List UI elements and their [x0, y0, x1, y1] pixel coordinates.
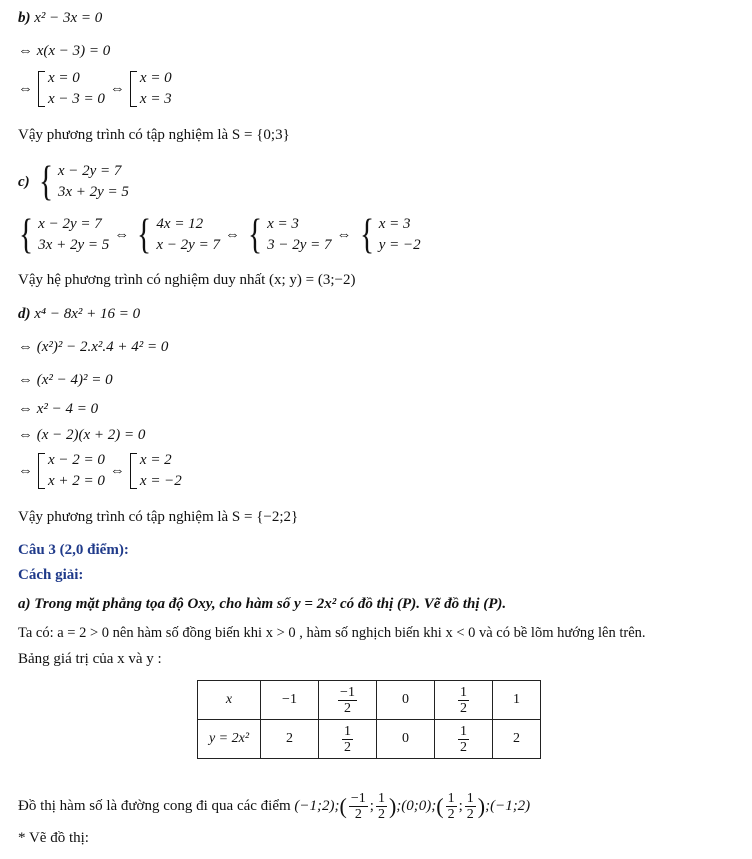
denominator: 2 [344, 739, 351, 755]
row: 3x + 2y = 5 [57, 184, 129, 200]
bracket [38, 71, 45, 107]
numerator: 1 [460, 684, 467, 700]
table-cell [435, 681, 493, 720]
numerator: 1 [466, 791, 474, 807]
equiv-symbol: ⇔ [109, 80, 125, 97]
table-cell: −1 [261, 681, 319, 720]
fraction [465, 791, 476, 822]
part-d-conclusion: Vậy phương trình có tập nghiệm là S = {−2;2} [18, 509, 299, 525]
table-cell: 0 [377, 720, 435, 759]
part-d-sys2 [140, 452, 182, 490]
ta-co-text: Ta có: a = 2 > 0 nên hàm số đồng biến khi x > 0 , hàm số nghịch biến khi x < 0 và có bề lõm hướng lên trên. [18, 625, 646, 641]
denominator: 2 [447, 807, 455, 823]
part-b-systems [18, 70, 172, 108]
brace: { [38, 159, 53, 205]
numerator: −1 [340, 684, 355, 700]
table-cell [319, 681, 377, 720]
row: x = −2 [139, 473, 182, 489]
part-d-eq: x⁴ − 8x² + 16 = 0 [34, 306, 141, 322]
numerator: 1 [344, 723, 351, 739]
row: x − 2y = 7 [57, 163, 122, 179]
numerator: 1 [377, 791, 385, 807]
row: x − 3 = 0 [48, 91, 105, 107]
row: x = 2 [139, 452, 172, 468]
point: ;(−1;2) [485, 798, 531, 814]
row: 3x + 2y = 5 [38, 237, 110, 253]
fraction [446, 791, 457, 822]
part-c-chain [16, 214, 421, 256]
brace: { [19, 212, 34, 258]
numerator: 1 [447, 791, 455, 807]
denominator: 2 [354, 807, 362, 823]
row: x − 2 = 0 [48, 452, 105, 468]
row: x = 0 [48, 70, 80, 86]
row: x = 3 [267, 216, 299, 232]
question-3-title: Câu 3 (2,0 điểm): [18, 542, 129, 558]
numerator: −1 [350, 791, 366, 807]
fraction [458, 685, 469, 716]
table-cell: 2 [261, 720, 319, 759]
table-intro: Bảng giá trị của x và y : [18, 651, 162, 667]
equiv-symbol: ⇔ [109, 462, 125, 479]
row: x = 0 [139, 70, 172, 86]
part-b-conclusion: Vậy phương trình có tập nghiệm là S = {0;3} [18, 127, 290, 143]
row: x = 3 [378, 216, 411, 232]
rows [267, 216, 331, 254]
part-b-sys2 [140, 70, 172, 108]
part-d-equation [18, 305, 140, 323]
part-d-step4: ⇔ (x − 2)(x + 2) = 0 [18, 427, 146, 443]
graph-text: Đồ thị hàm số là đường cong đi qua các điểm [18, 798, 291, 814]
bracket [38, 453, 45, 489]
draw-graph-heading: * Vẽ đồ thị: [18, 830, 89, 846]
fraction [458, 724, 469, 755]
table-cell: 2 [493, 720, 541, 759]
denominator: 2 [460, 700, 467, 716]
table-cell: 0 [377, 681, 435, 720]
equiv-symbol: ⇔ [114, 226, 130, 243]
point: (−1;2); [294, 798, 340, 814]
part-d-step1: ⇔ (x²)² − 2.x².4 + 4² = 0 [18, 339, 169, 355]
paren: ( [339, 793, 347, 819]
brace: { [359, 212, 374, 258]
bracket [130, 71, 137, 107]
value-table [197, 680, 541, 759]
table-cell: y = 2x² [198, 720, 261, 759]
part-b-eq: x² − 3x = 0 [34, 10, 103, 26]
row: x − 2y = 7 [38, 216, 102, 232]
paren: ) [477, 793, 486, 819]
part-b-step1: ⇔ x(x − 3) = 0 [18, 43, 111, 59]
table-cell [319, 720, 377, 759]
graph-points-line: Đồ thị hàm số là đường cong đi qua các điểm (−1;2);( $\frac{-1}{2}$ ; $\frac{1}{2}$ );(0;0);( $\frac{1}{2}$ ; $\frac{1}{2}$ );(−1;2) [18, 791, 531, 823]
table-row-x [198, 681, 541, 720]
part-d-label: d) [18, 306, 31, 322]
part-b-sys1 [48, 70, 105, 108]
part-c-system [18, 161, 129, 203]
equiv-symbol: ⇔ [224, 226, 240, 243]
numerator: 1 [460, 723, 467, 739]
equiv-symbol: ⇔ [18, 462, 33, 479]
part-d-step3: ⇔ x² − 4 = 0 [18, 401, 99, 417]
rows [379, 216, 421, 254]
fraction [342, 724, 353, 755]
part-d-systems [18, 452, 182, 490]
part-c-conclusion: Vậy hệ phương trình có nghiệm duy nhất (x; y) = (3;−2) [18, 272, 356, 288]
table-row-y [198, 720, 541, 759]
brace: { [247, 212, 263, 258]
fraction [376, 791, 387, 822]
denominator: 2 [460, 739, 467, 755]
brace: { [137, 212, 152, 258]
part-b-equation [18, 9, 102, 27]
equiv-symbol: ⇔ [18, 80, 33, 97]
point: ;(0;0); [396, 798, 437, 814]
table-cell: 1 [493, 681, 541, 720]
part-d-step2: ⇔ (x² − 4)² = 0 [18, 372, 113, 388]
row: 4x = 12 [156, 216, 204, 232]
part-c-label: c) [18, 173, 30, 190]
part-b-label: b) [18, 10, 31, 26]
row: x + 2 = 0 [48, 473, 105, 489]
row: y = −2 [378, 237, 421, 253]
part-a-statement: a) Trong mặt phẳng tọa độ Oxy, cho hàm số y = 2x² có đồ thị (P). Vẽ đồ thị (P). [18, 596, 507, 612]
fraction [349, 791, 368, 822]
row: x − 2y = 7 [156, 237, 220, 253]
denominator: 2 [377, 807, 385, 823]
table-cell [435, 720, 493, 759]
bracket [130, 453, 137, 489]
fraction [338, 685, 357, 716]
denominator: 2 [344, 700, 351, 716]
paren: ) [388, 793, 397, 819]
paren: ( [436, 793, 444, 819]
equiv-symbol: ⇔ [336, 226, 352, 243]
row: 3 − 2y = 7 [267, 237, 332, 253]
row: x = 3 [139, 91, 172, 107]
solution-heading: Cách giải: [18, 567, 84, 583]
table-cell: x [198, 681, 261, 720]
part-d-sys1 [48, 452, 105, 490]
rows [156, 216, 220, 254]
rows [38, 216, 109, 254]
rows [58, 163, 129, 201]
denominator: 2 [466, 807, 474, 823]
